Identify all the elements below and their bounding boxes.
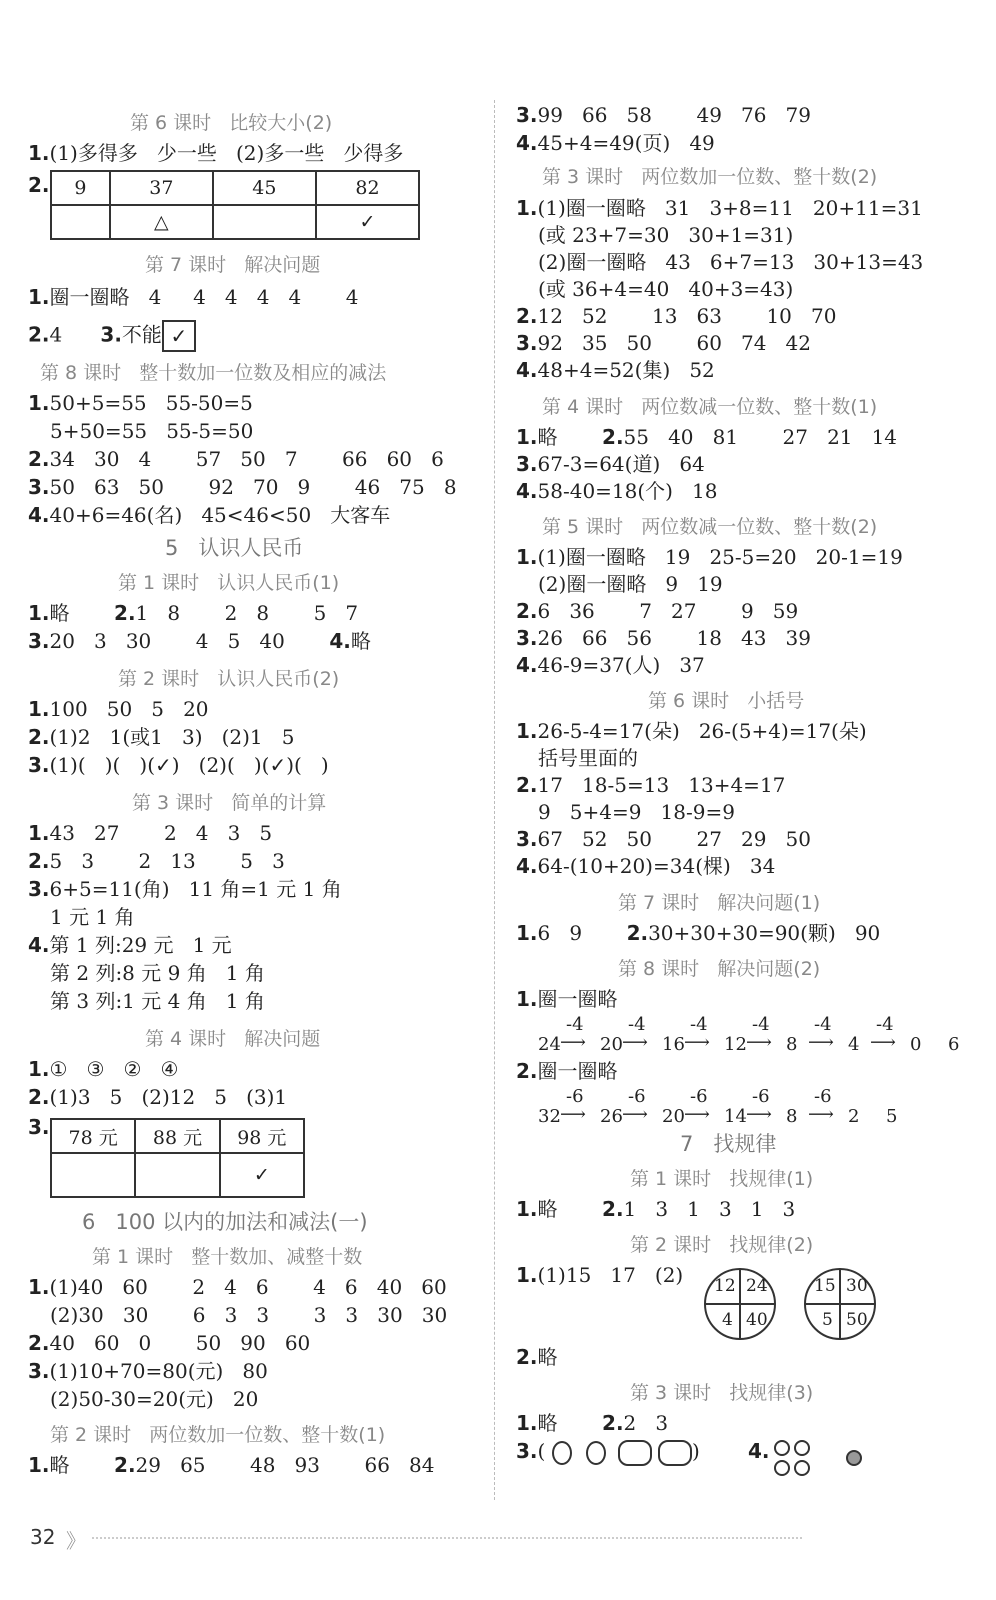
answer-line: 2.34 30 4 57 50 7 66 60 6 [28,447,444,471]
column-divider [494,100,495,1500]
answer-line: 1.① ③ ② ④ [28,1057,179,1081]
sequence-number: 20 [600,1034,623,1055]
answer-line: 9 5+4=9 18-9=9 [538,800,735,824]
answer-line: 4.48+4=52(集) 52 [516,358,715,382]
answer-line: 2.4 3.不能 ✓ [28,320,196,352]
sequence-number: 20 [662,1106,685,1127]
answer-line: 3.67 52 50 27 29 50 [516,827,812,851]
answer-line: (2)30 30 6 3 3 3 3 30 30 [50,1303,448,1327]
section-heading: 第 2 课时 找规律(2) [630,1234,814,1256]
section-heading: 第 8 课时 整十数加一位数及相应的减法 [40,362,387,384]
section-heading: 第 8 课时 解决问题(2) [618,958,821,980]
answer-line: 1.略 2.1 8 2 8 5 7 [28,601,359,625]
answer-line: 3.92 35 50 60 74 42 [516,331,812,355]
answer-line: 第 3 列:1 元 4 角 1 角 [50,989,265,1013]
wheel-value: 5 [822,1310,833,1330]
section-heading: 第 6 课时 小括号 [648,690,805,712]
answer-line: 4.40+6=46(名) 45<46<50 大客车 [28,503,391,527]
price-table [50,1118,305,1198]
oval-shape-icon [658,1440,692,1466]
step-operator: -6 [628,1086,646,1107]
step-operator: -4 [814,1014,832,1035]
arrow-right-icon: ⟶ [622,1032,648,1053]
oval-shape-icon [618,1440,652,1466]
answer-line: 1.略 2.1 3 1 3 1 3 [516,1197,796,1221]
step-operator: -4 [628,1014,646,1035]
answer-line: 4.46-9=37(人) 37 [516,653,705,677]
answer-line: 3.99 66 58 49 76 79 [516,103,812,127]
answer-line: 4. [748,1439,770,1463]
section-heading: 第 2 课时 认识人民币(2) [118,668,340,690]
arrow-right-icon: ⟶ [622,1104,648,1125]
step-operator: -4 [752,1014,770,1035]
arrow-right-icon: ⟶ [808,1032,834,1053]
table-cell: 98 元 [220,1119,304,1153]
section-heading: 第 7 课时 解决问题 [145,254,321,276]
answer-line: (2)圈一圈略 43 6+7=13 30+13=43 [538,250,924,274]
wheel-value: 4 [722,1310,733,1330]
section-heading: 第 1 课时 整十数加、减整十数 [92,1246,363,1268]
answer-line: 括号里面的 [538,746,638,770]
section-heading: 第 2 课时 两位数加一位数、整十数(1) [50,1424,386,1446]
number-wheel [804,1268,876,1340]
answer-line: 3.( [516,1439,546,1463]
wheel-value: 15 [814,1276,836,1296]
answer-label: 2. [28,173,50,197]
wheel-value: 50 [846,1310,868,1330]
wheel-value: 12 [714,1276,736,1296]
section-heading: 第 3 课时 找规律(3) [630,1382,814,1404]
bracket-close: ) [692,1439,700,1463]
sequence-number: 8 [786,1034,798,1055]
section-heading: 第 4 课时 解决问题 [145,1028,321,1050]
section-heading: 第 4 课时 两位数减一位数、整十数(1) [542,396,878,418]
section-heading: 第 6 课时 比较大小(2) [130,112,333,134]
answer-line: (2)圈一圈略 9 19 [538,572,723,596]
arrow-right-icon: ⟶ [560,1104,586,1125]
check-icon: ✓ [162,320,196,352]
table-cell: 82 [316,171,419,205]
page-number: 32 [30,1525,56,1549]
answer-line: 1.圈一圈略 4 4 4 4 4 4 [28,285,359,309]
answer-line: 1.略 2.2 3 [516,1411,669,1435]
sequence-number: 8 [786,1106,798,1127]
sequence-number: 16 [662,1034,685,1055]
answer-line: 3.20 3 30 4 5 40 4.略 [28,629,371,653]
answer-line: 2.12 52 13 63 10 70 [516,304,837,328]
step-operator: -4 [690,1014,708,1035]
wheel-value: 40 [746,1310,768,1330]
arrow-right-icon: ⟶ [684,1104,710,1125]
sequence-number: 32 [538,1106,561,1127]
step-operator: -6 [566,1086,584,1107]
subtraction-sequence [538,1086,978,1132]
answer-label: 3. [28,1115,50,1139]
answer-line: 3.67-3=64(道) 64 [516,452,705,476]
arrow-right-icon: ⟶ [808,1104,834,1125]
answer-line: 1.(1)圈一圈略 31 3+8=11 20+11=31 [516,196,923,220]
section-heading: 第 3 课时 两位数加一位数、整十数(2) [542,166,878,188]
answer-line: (或 36+4=40 40+3=43) [538,277,794,301]
sequence-number: 4 [848,1034,860,1055]
answer-line: 第 2 列:8 元 9 角 1 角 [50,961,265,985]
answer-line: (或 23+7=30 30+1=31) [538,223,794,247]
comparison-table [50,170,420,240]
step-operator: -6 [690,1086,708,1107]
arrow-right-icon: ⟶ [870,1032,896,1053]
answer-line: 4.45+4=49(页) 49 [516,131,715,155]
step-operator: -4 [876,1014,894,1035]
answer-line: 2.(1)3 5 (2)12 5 (3)1 [28,1085,288,1109]
sequence-number: 26 [600,1106,623,1127]
answer-line: 1.(1)多得多 少一些 (2)多一些 少得多 [28,141,404,165]
ring-shape-icon [552,1441,572,1465]
answer-line: 1.(1)圈一圈略 19 25-5=20 20-1=19 [516,545,903,569]
sequence-number: 12 [724,1034,747,1055]
sequence-number: 2 [848,1106,860,1127]
circle-icon [794,1460,810,1476]
unit-heading: 7 找规律 [680,1132,777,1156]
sequence-number: 0 [910,1034,922,1055]
triangle-icon: △ [110,205,213,239]
unit-heading: 5 认识人民币 [165,536,304,560]
answer-line: 1.6 9 2.30+30+30=90(颗) 90 [516,921,881,945]
table-cell: 9 [51,171,110,205]
arrow-right-icon: ⟶ [560,1032,586,1053]
table-cell: 88 元 [135,1119,219,1153]
answer-line: 3.(1)( )( )(✓) (2)( )(✓)( ) [28,753,329,777]
circle-icon [774,1460,790,1476]
number-wheel [704,1268,776,1340]
section-heading: 第 1 课时 找规律(1) [630,1168,814,1190]
answer-line: 3.6+5=11(角) 11 角=1 元 1 角 [28,877,342,901]
ring-shape-icon [586,1441,606,1465]
answer-line: 1.略 2.29 65 48 93 66 84 [28,1453,435,1477]
answer-line: 1.50+5=55 55-50=5 [28,391,253,415]
step-operator: -4 [566,1014,584,1035]
filled-circle-icon [846,1450,862,1466]
section-heading: 第 3 课时 简单的计算 [132,792,327,814]
answer-line: 2.40 60 0 50 90 60 [28,1331,311,1355]
answer-line: 2.6 36 7 27 9 59 [516,599,799,623]
wheel-value: 24 [746,1276,768,1296]
answer-line: 2.(1)2 1(或1 3) (2)1 5 [28,725,295,749]
answer-line: 1.(1)40 60 2 4 6 4 6 40 60 [28,1275,447,1299]
answer-line: 1.圈一圈略 [516,987,618,1011]
sequence-number: 24 [538,1034,561,1055]
arrow-right-icon: ⟶ [746,1104,772,1125]
answer-line: 4.64-(10+20)=34(棵) 34 [516,854,776,878]
answer-line: 4.58-40=18(个) 18 [516,479,718,503]
check-icon: ✓ [220,1153,304,1197]
answer-line: 1 元 1 角 [50,905,135,929]
table-cell [51,1153,135,1197]
chevron-right-icon: 》 [66,1529,86,1553]
table-cell [135,1153,219,1197]
circle-icon [794,1440,810,1456]
answer-line: 1.26-5-4=17(朵) 26-(5+4)=17(朵) [516,719,867,743]
subtraction-sequence [538,1014,978,1060]
arrow-right-icon: ⟶ [746,1032,772,1053]
answer-line: 1.43 27 2 4 3 5 [28,821,273,845]
check-icon: ✓ [316,205,419,239]
table-cell [213,205,316,239]
sequence-number: 6 [948,1034,960,1055]
answer-line: 1.略 2.55 40 81 27 21 14 [516,425,898,449]
step-operator: -6 [814,1086,832,1107]
section-heading: 第 5 课时 两位数减一位数、整十数(2) [542,516,878,538]
answer-line: 2.5 3 2 13 5 3 [28,849,285,873]
table-cell: 45 [213,171,316,205]
sequence-number: 14 [724,1106,747,1127]
unit-heading: 6 100 以内的加法和减法(一) [82,1210,368,1234]
answer-line: 3.26 66 56 18 43 39 [516,626,812,650]
table-cell: 78 元 [51,1119,135,1153]
footer-rule [92,1537,802,1539]
answer-line: (2)50-30=20(元) 20 [50,1387,259,1411]
answer-line: 4.第 1 列:29 元 1 元 [28,933,232,957]
arrow-right-icon: ⟶ [684,1032,710,1053]
table-cell [51,205,110,239]
wheel-value: 30 [846,1276,868,1296]
answer-line: 1.(1)15 17 (2) [516,1263,684,1287]
answer-line: 2.略 [516,1345,558,1369]
circle-icon [774,1440,790,1456]
answer-line: 1.100 50 5 20 [28,697,209,721]
answer-line: 3.(1)10+70=80(元) 80 [28,1359,268,1383]
table-cell: 37 [110,171,213,205]
section-heading: 第 1 课时 认识人民币(1) [118,572,340,594]
sequence-number: 5 [886,1106,898,1127]
answer-line: 2.17 18-5=13 13+4=17 [516,773,786,797]
answer-line: 2.圈一圈略 [516,1059,618,1083]
step-operator: -6 [752,1086,770,1107]
answer-line: 5+50=55 55-5=50 [50,419,254,443]
answer-line: 3.50 63 50 92 70 9 46 75 8 [28,475,457,499]
section-heading: 第 7 课时 解决问题(1) [618,892,821,914]
